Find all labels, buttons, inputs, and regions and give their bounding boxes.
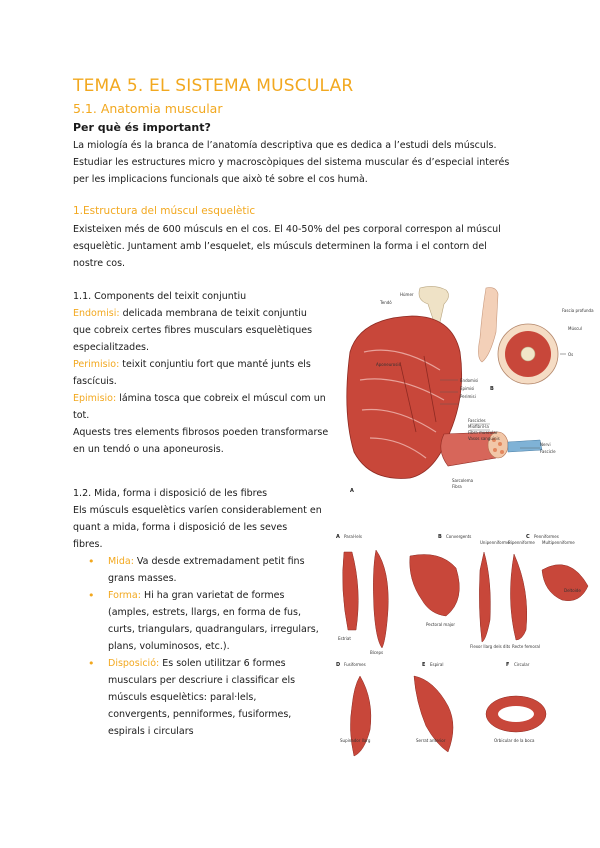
fibre-dot	[500, 450, 504, 454]
group-name: Espiral	[430, 662, 444, 667]
fig-label: Fibra	[452, 484, 462, 489]
endomisi-line: Endomisi: delicada membrana de teixit conjuntiu	[73, 308, 307, 319]
muscle-structure-illustration	[340, 282, 598, 500]
text-line: per les implicacions funcionals que això té sobre el cos humà.	[73, 174, 368, 185]
group-letter: B	[438, 534, 442, 540]
text-line: tot.	[73, 410, 90, 421]
convergent-muscle-shape	[410, 555, 460, 617]
text-line: fascícuis.	[73, 376, 117, 387]
cross-section-bone	[521, 347, 535, 361]
muscle-label: Serrat anterior	[416, 738, 446, 743]
fig-letter: B	[490, 386, 494, 392]
term-label: Epimisio:	[73, 393, 117, 404]
fig-label: Nervi	[540, 442, 551, 447]
fig-label: Endomisi	[460, 378, 479, 383]
fig-label: Múscul	[568, 326, 582, 331]
text-line: La miología és la branca de l’anatomía descriptiva que es dedica a l’estudi dels músculs.	[73, 140, 497, 151]
muscle-label: Orbicular de la boca	[494, 738, 535, 743]
group-letter: C	[526, 534, 530, 540]
subheading: 1.1. Components del teixit conjuntiu	[73, 291, 247, 302]
intro-paragraph	[73, 137, 533, 188]
question-heading: Per què és important?	[73, 121, 211, 134]
group-letter: A	[336, 534, 340, 540]
fig-label: Epimisi	[460, 386, 475, 391]
muscle-label: Bipenniforme	[508, 540, 535, 545]
penniform-muscle-shape	[542, 565, 588, 601]
muscle-label: Bíceps	[370, 650, 384, 655]
fig-label: Húmer	[400, 292, 414, 297]
muscle-label: Unipenniforme	[480, 540, 510, 545]
penniform-muscle-shape	[510, 554, 526, 640]
group-letter: F	[506, 662, 510, 668]
group-letter: E	[422, 662, 426, 668]
group-name: Fusiformes	[344, 662, 366, 667]
text-line: Aquests tres elements fibrosos poeden transformarse	[73, 427, 329, 438]
parallel-muscle-shape	[343, 552, 359, 630]
fibre-dot	[498, 442, 502, 446]
fibre-arrangement-block	[73, 485, 341, 740]
circular-muscle-inner	[498, 706, 534, 722]
arm-silhouette	[478, 288, 498, 362]
text-line: en un tendó o una aponeurosis.	[73, 444, 224, 455]
muscle-label: Pectoral major	[426, 622, 455, 627]
text-line: especialitzades.	[73, 342, 150, 353]
fig-label: Fascia profunda	[562, 308, 594, 313]
subheading: 1.2. Mida, forma i disposició de les fibres	[73, 488, 268, 499]
fig-label: Aponeurosis	[376, 362, 401, 367]
list-item: • Mida: Va desde extremadament petit fins grans masses.	[88, 553, 338, 587]
fig-label: Tendó	[380, 300, 392, 305]
text-line: nostre cos.	[73, 258, 126, 269]
parallel-muscle-shape	[373, 550, 388, 648]
text-line: fibres.	[73, 539, 103, 550]
fig-label: Fibra muscular	[468, 430, 498, 435]
muscle-label: Multipenniforme	[542, 540, 575, 545]
group-name: Convergents	[446, 534, 472, 539]
fig-label: Os	[568, 352, 574, 357]
group-name: Circular	[514, 662, 530, 667]
bullet-list	[88, 553, 341, 740]
group-name: Penniformes	[534, 534, 559, 539]
muscle-label: Flexor llarg dels dits	[470, 644, 511, 649]
term-label: Perimisio:	[73, 359, 120, 370]
text-line: Estudiar les estructures micro y macroscòpiques del sistema muscular és d’especial interés	[73, 157, 510, 168]
penniform-muscle-shape	[479, 552, 490, 642]
list-item: • Disposició: Es solen utilitzar 6 formes musculars per descriure i classificar els músculs esquelètics: paral·lels, convergents, penniformes, fusiformes, espirals i circulars	[88, 655, 338, 740]
fig-letter: A	[350, 488, 354, 494]
text-line: Els músculs esquelètics varíen considerablement en	[73, 505, 322, 516]
perimisi-line: Perimisio: teixit conjuntiu fort que manté junts els	[73, 359, 311, 370]
page-title: TEMA 5. EL SISTEMA MUSCULAR	[73, 76, 354, 96]
fig-label: Fascicles	[468, 418, 486, 423]
fusiform-muscle-shape	[350, 676, 370, 756]
subsection-heading: 1.Estructura del múscul esquelètic	[73, 205, 256, 217]
text-line: Existeixen més de 600 músculs en el cos. El 40-50% del pes corporal correspon al múscul	[73, 224, 501, 235]
group-name: Paral·lels	[344, 534, 362, 539]
structure-paragraph	[73, 221, 533, 272]
text-line: quant a mida, forma i disposició de les seves	[73, 522, 288, 533]
muscle-label: Estriat	[338, 636, 351, 641]
fig-label: Sarcolema	[452, 478, 474, 483]
muscle-label: Deltoide	[564, 588, 581, 593]
text-line: que cobreix certes fibres musculars esquelètiques	[73, 325, 313, 336]
myofibril	[508, 440, 542, 452]
muscle-shapes-illustration	[330, 530, 598, 762]
muscle-label: Supinador llarg	[340, 738, 371, 743]
fibre-dot	[493, 448, 497, 452]
section-heading: 5.1. Anatomia muscular	[73, 101, 223, 116]
connective-tissue-block	[73, 288, 348, 458]
fig-label: Perimisi	[460, 394, 476, 399]
text-line: esquelètic. Juntament amb l’esquelet, els músculs determinen la forma i el contorn del	[73, 241, 487, 252]
muscle-label: Recte femoral	[512, 644, 540, 649]
list-item: • Forma: Hi ha gran varietat de formes (amples, estrets, llargs, en forma de fus, curts, triangulars, quadrangulars, irregulars, plans, voluminosos, etc.).	[88, 587, 338, 655]
fig-label: Fascicle	[540, 449, 556, 454]
fig-label: Miofibril·la	[468, 424, 489, 429]
term-label: Endomisi:	[73, 308, 120, 319]
group-letter: D	[336, 662, 341, 668]
fig-label: Vasos sanguinis	[468, 436, 500, 441]
epimisi-line: Epimisio: lámina tosca que cobreix el múscul com un	[73, 393, 326, 404]
